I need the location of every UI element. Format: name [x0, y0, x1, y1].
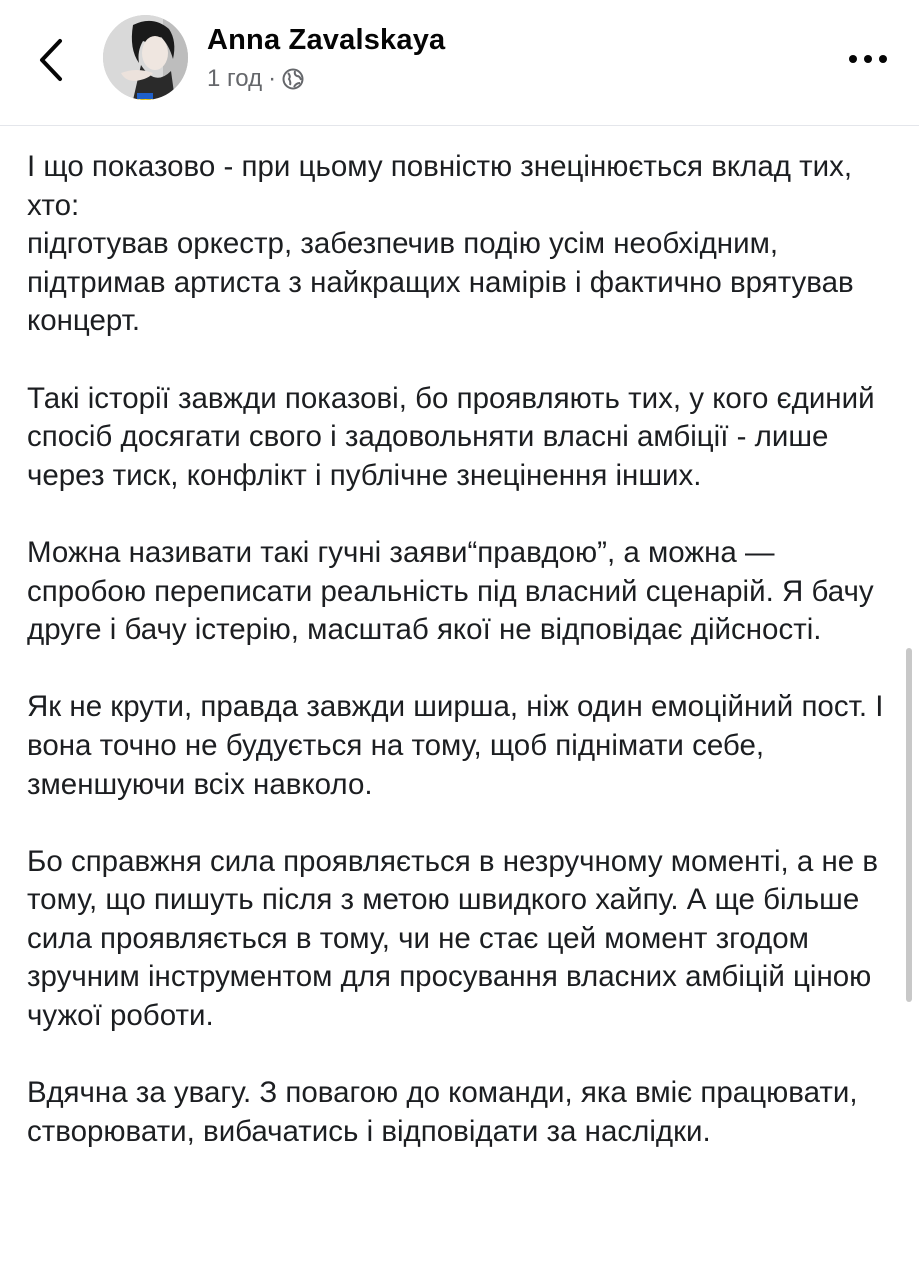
post-paragraph: Вдячна за увагу. З повагою до команди, яка вміє працювати, створювати, вибачатись і відповідати за наслідки. — [27, 1076, 858, 1148]
avatar[interactable] — [103, 15, 188, 100]
chevron-left-icon — [38, 38, 64, 82]
post-paragraph: Бо справжня сила проявляється в незручному моменті, а не в тому, що пишуть після з метою швидкого хайпу. А ще більше сила проявляється в тому, чи не стає цей момент згодом зручним інструментом для просування власних амбіцій ціною чужої роботи. — [27, 844, 879, 1033]
scrollbar[interactable] — [906, 648, 912, 1002]
post-paragraph: Як не крути, правда завжди ширша, ніж один емоційний пост. І вона точно не будується на тому, щоб піднімати себе, зменшуючи всіх навколо. — [27, 690, 884, 801]
post-meta — [207, 64, 304, 94]
post-paragraph: І що показово - при цьому повністю знецінюється вклад тих, хто: підготував оркестр, забезпечив подію усім необхідним, підтримав артиста з найкращих намірів і фактично врятував концерт. — [27, 150, 854, 338]
author-name[interactable]: Anna Zavalskaya — [207, 24, 446, 56]
meta-separator: · — [268, 65, 277, 92]
post-text — [27, 148, 897, 1190]
profile-photo — [103, 15, 188, 100]
post-paragraph: Такі історії завжди показові, бо проявляють тих, у кого єдиний спосіб досягати свого і задовольняти власні амбіції - лише через тиск, конфлікт і публічне знецінення інших. — [27, 381, 875, 492]
post-header — [0, 0, 919, 126]
back-button[interactable] — [26, 30, 76, 90]
globe-icon — [282, 68, 304, 90]
post-timestamp[interactable]: 1 год — [207, 65, 263, 92]
more-options-button[interactable] — [845, 44, 891, 74]
post-paragraph: Можна називати такі гучні заяви“правдою”, а можна — спробою переписати реальність під власний сценарій. Я бачу друге і бачу істерію, масштаб якої не відповідає дійсності. — [27, 535, 874, 647]
more-horizontal-icon — [848, 54, 888, 64]
